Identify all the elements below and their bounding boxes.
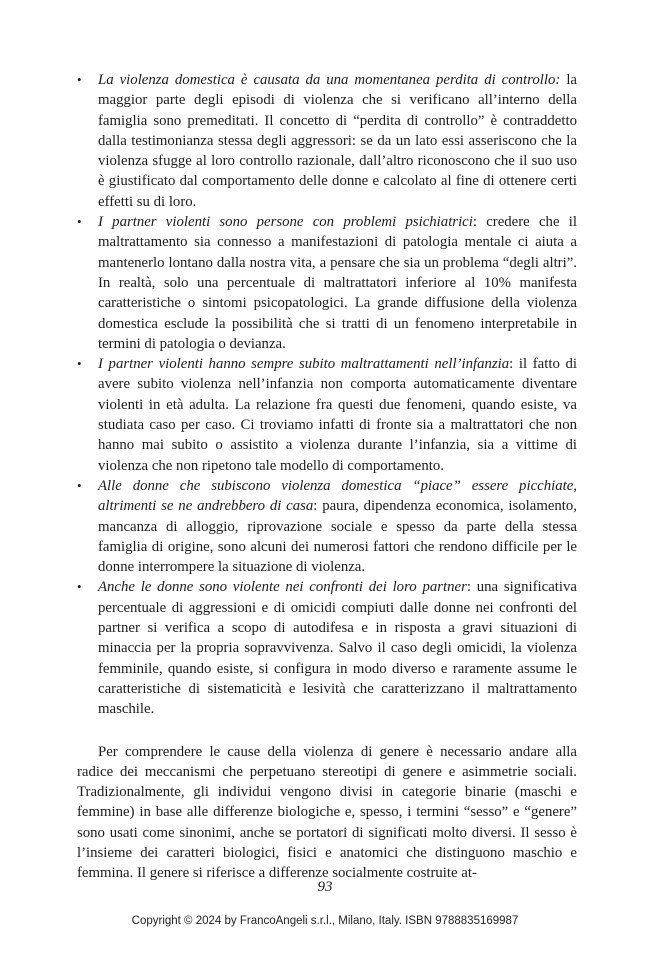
- item-text: la maggior parte degli episodi di violenza che si verificano all’interno della famiglia sono premeditati. Il concetto di “perdita di controllo” è contraddetto dalla testimonianza stessa degli aggressori: se da un lato essi asseriscono che la violenza sfugge al loro controllo razionale, dall’altro riconoscono che il suo uso è giustificato dal comportamento delle donne e calcolato al fine di ottenere certi effetti su di loro.: [98, 72, 577, 210]
- bullet-icon: •: [77, 72, 82, 87]
- list-item: [77, 476, 577, 577]
- item-text: : il fatto di avere subito violenza nell’infanzia non comporta automaticamente diventare violenti in età adulta. La relazione fra questi due fenomeni, quando esiste, va studiata caso per caso. Ci troviamo infatti di fronte sia a maltrattatori che non hanno mai subito o assistito a violenza durante l’infanzia, sia a vittime di violenza che non ripetono tale modello di comportamento.: [98, 356, 577, 474]
- list-item: [77, 577, 577, 719]
- bullet-icon: •: [77, 214, 82, 230]
- item-text: : una significativa percentuale di aggressioni e di omicidi compiuti dalle donne nei confronti del partner si verifica a scopo di autodifesa e in risposta a gravi situazioni di minaccia per la propria sopravvivenza. Salvo il caso degli omicidi, la violenza femminile, quando esiste, si configura in modo diverso e raramente assume le caratteristiche di sistematicità e lesività che caratterizzano il maltrattamento maschile.: [98, 579, 577, 718]
- item-text: : credere che il maltrattamento sia connesso a manifestazioni di patologia mentale ci aiuta a mantenerlo lontano dalla nostra vita, a pensare che sia un problema “degli altri”. In realtà, solo una percentuale di maltrattatori inferiore al 10% manifesta caratteristiche o sintomi psicopatologici. La grande diffusione della violenza domestica esclude la possibilità che si tratti di un fenomeno interpretabile in termini di patologia o devianza.: [98, 214, 577, 352]
- item-lead: I partner violenti sono persone con problemi psichiatrici: [98, 214, 473, 231]
- bullet-icon: •: [77, 356, 82, 372]
- page-number: 93: [317, 879, 333, 895]
- page-body: [77, 70, 577, 884]
- item-text: : paura, dipendenza economica, isolamento, mancanza di alloggio, riprovazione sociale e spesso da parte della stessa famiglia di origine, sono alcuni dei numerosi fattori che rendono difficile per le donne interrompere la situazione di violenza.: [98, 498, 577, 576]
- bullet-icon: •: [77, 477, 82, 493]
- item-lead: Anche le donne sono violente nei confronti dei loro partner: [98, 579, 467, 596]
- item-lead: I partner violenti hanno sempre subito maltrattamenti nell’infanzia: [98, 356, 510, 373]
- item-lead: La violenza domestica è causata da una momentanea perdita di controllo:: [98, 72, 561, 88]
- list-item: [77, 212, 577, 354]
- list-item: [77, 354, 577, 476]
- bullet-icon: •: [77, 579, 82, 595]
- body-paragraph: Per comprendere le cause della violenza di genere è necessario andare alla radice dei meccanismi che perpetuano stereotipi di genere e asimmetrie sociali. Tradizionalmente, gli individui vengono divisi in categorie binarie (maschi e femmine) in base alle differenze biologiche e, spesso, i termini “sesso” e “genere” sono usati come sinonimi, anche se portatori di significati molto diversi. Il sesso è l’insieme dei caratteri biologici, fisici e anatomici che distinguono maschio e femmina. Il genere si riferisce a differenze socialmente costruite at-: [77, 743, 577, 882]
- item-lead: Alle donne che subiscono violenza domestica “piace” essere picchiate, altrimenti se ne andrebbero di casa: [98, 477, 577, 515]
- copyright-notice: Copyright © 2024 by FrancoAngeli s.r.l., Milano, Italy. ISBN 9788835169987: [131, 915, 519, 927]
- myth-list: [77, 70, 577, 720]
- list-item: [77, 70, 577, 212]
